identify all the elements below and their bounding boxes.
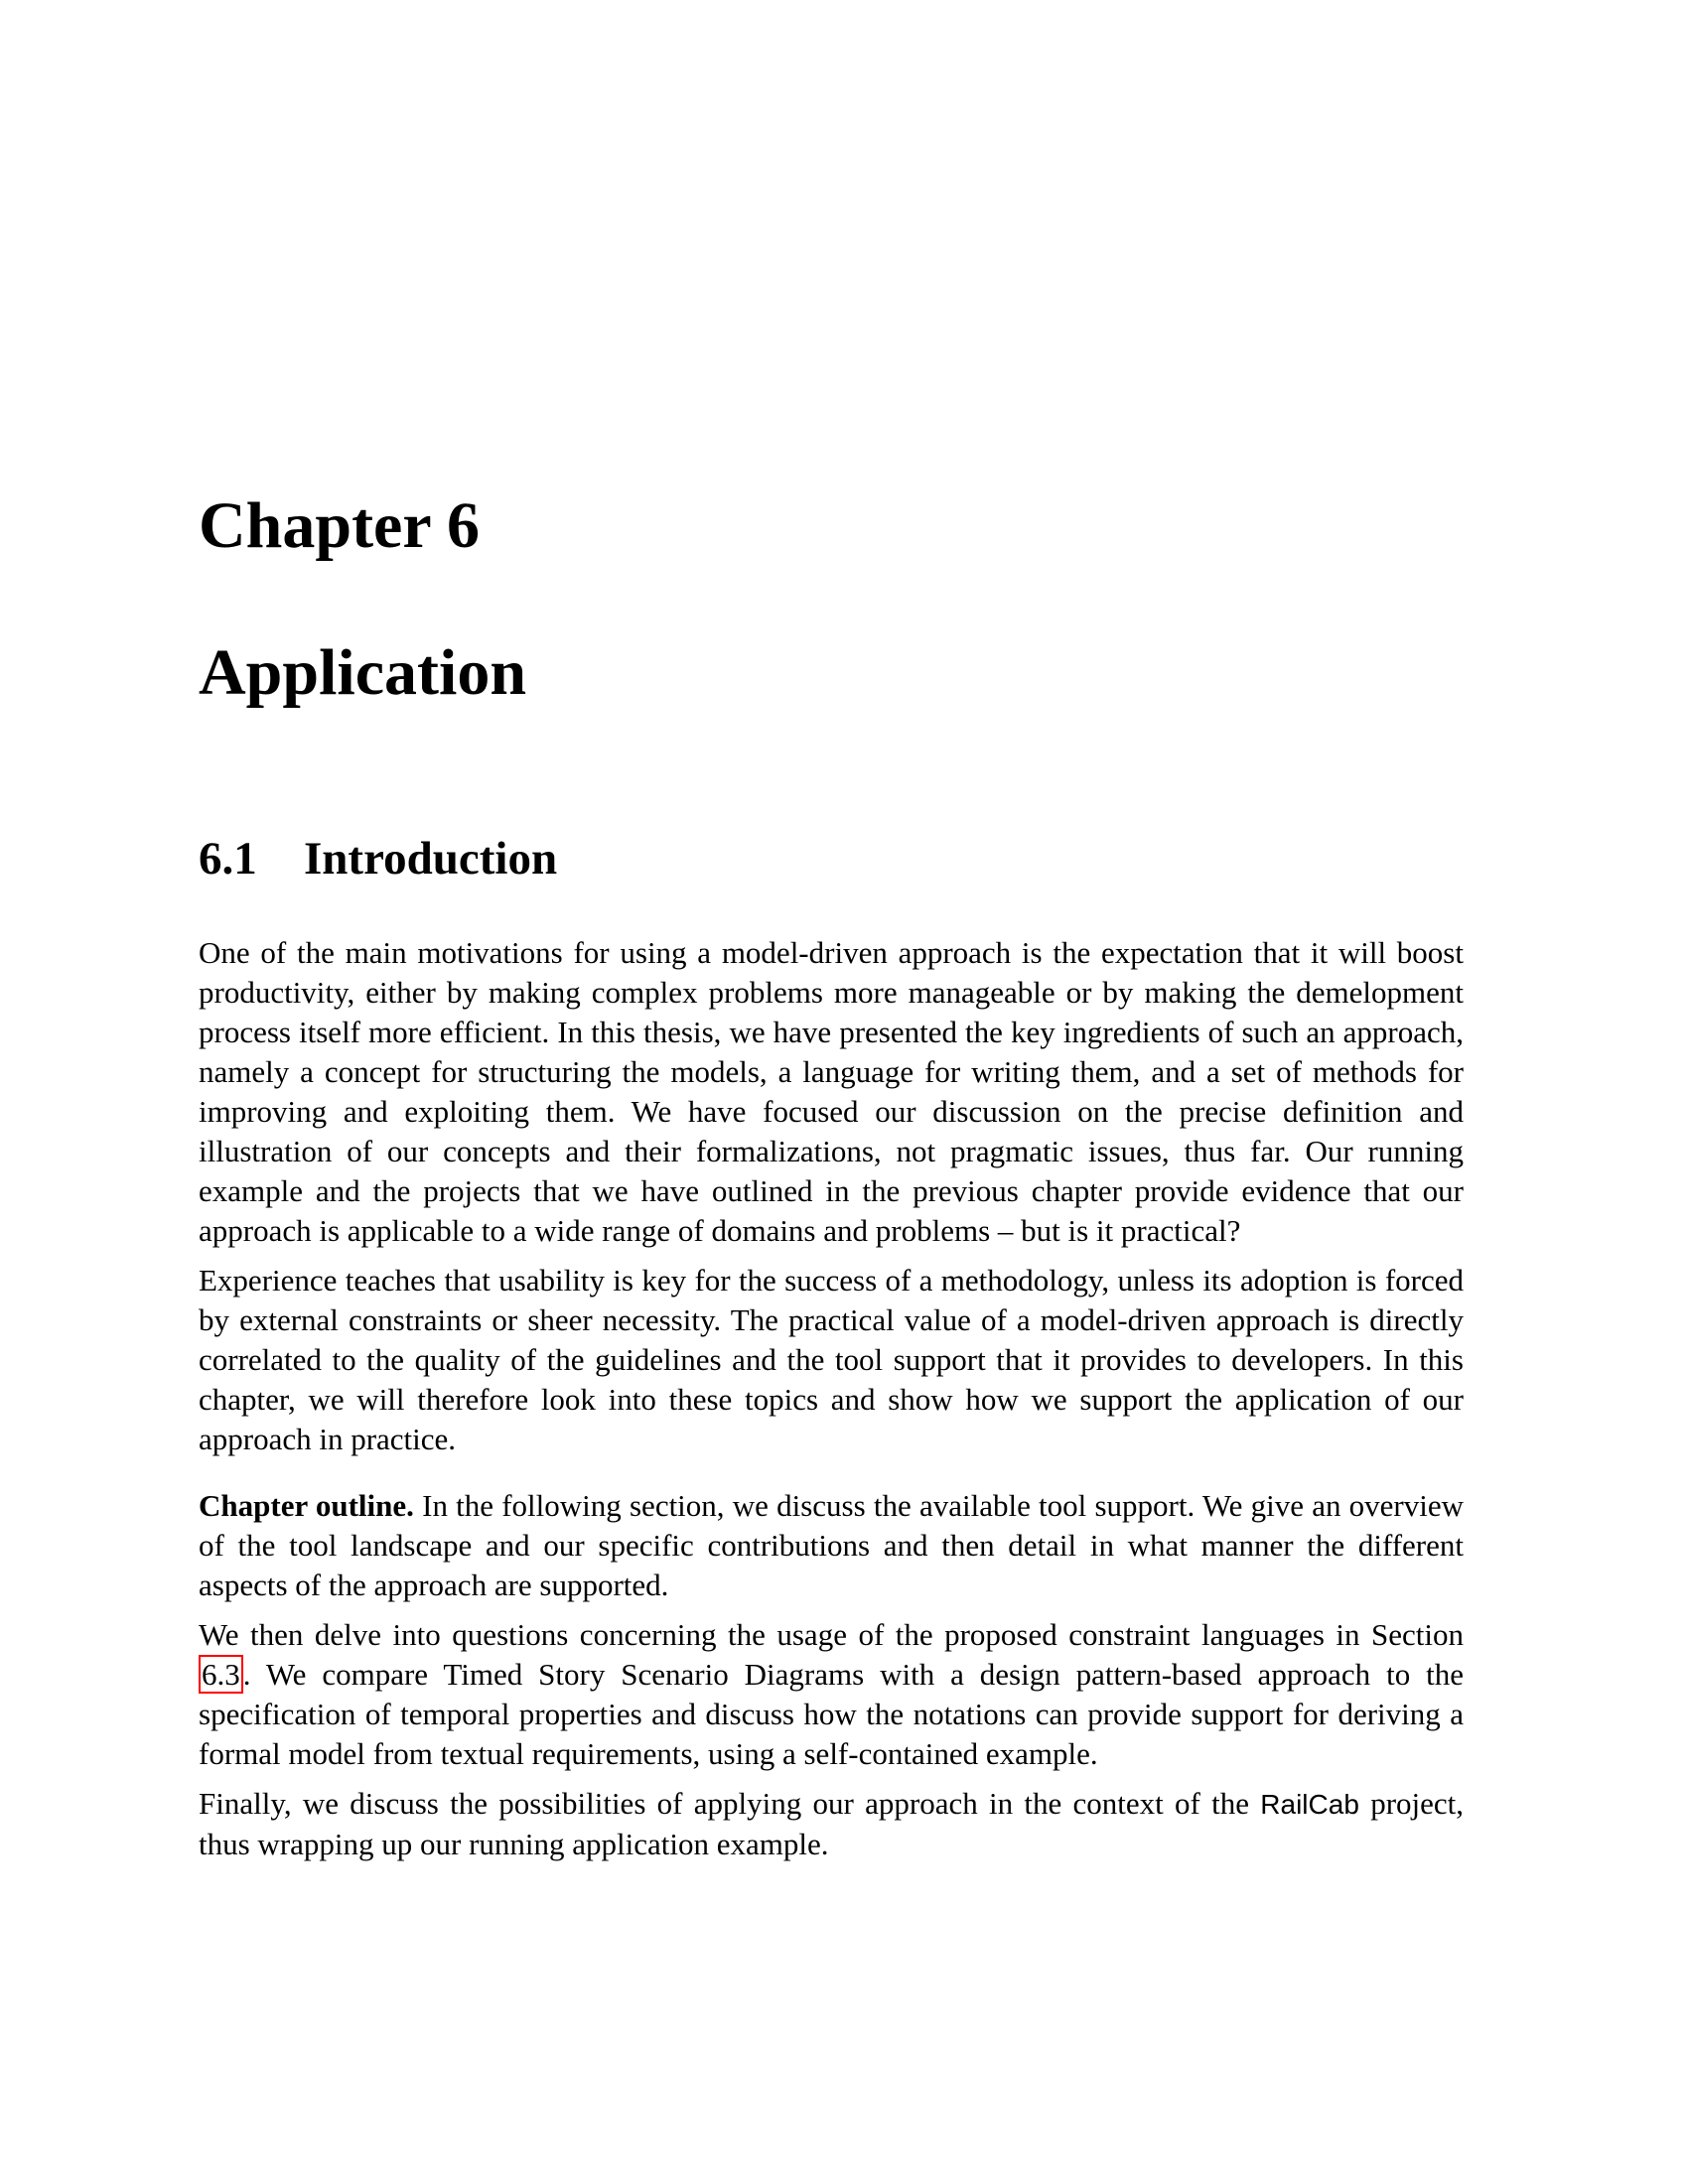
paragraph-usability: Experience teaches that usability is key for the success of a methodology, unless its adoption is forced by external constraints or sheer necessity. The practical value of a model-driven approach is directly correlated to the quality of the guidelines and the tool support that it provides to developers. In this chapter, we will therefore look into these topics and show how we support the application of our approach in practice. bbox=[199, 1263, 1464, 1456]
paragraph-chapter-outline bbox=[199, 1486, 1464, 1605]
railcab-project-name: RailCab bbox=[1260, 1789, 1359, 1820]
constraint-text-after: . We compare Timed Story Scenario Diagrams with a design pattern-based approach to the specification of temporal properties and discuss how the notations can provide support for deriving a formal model from textual requirements, using a self-contained example. bbox=[199, 1657, 1464, 1771]
railcab-text-before: Finally, we discuss the possibilities of applying our approach in the context of the bbox=[199, 1786, 1250, 1821]
paragraph-constraint-languages bbox=[199, 1615, 1464, 1774]
section-title: Introduction bbox=[304, 833, 558, 885]
section-number: 6.1 bbox=[199, 833, 257, 885]
section-heading bbox=[199, 833, 558, 885]
chapter-outline-text: In the following section, we discuss the available tool support. We give an overview of the tool landscape and our specific contributions and then detail in what manner the different aspects of the approach are supported. bbox=[199, 1488, 1465, 1602]
railcab-text-after: project, thus wrapping up our running application example. bbox=[199, 1786, 1465, 1861]
chapter-label: Chapter 6 bbox=[199, 489, 480, 562]
chapter-title: Application bbox=[199, 636, 527, 709]
paragraph-railcab bbox=[199, 1784, 1464, 1864]
paragraph-motivation: One of the main motivations for using a model-driven approach is the expectation that it will boost productivity, either by making complex problems more manageable or by making the demelopment process itself more efficient. In this thesis, we have presented the key ingredients of such an approach, namely a concept for structuring the models, a language for writing them, and a set of methods for improving and exploiting them. We have focused our discussion on the precise definition and illustration of our concepts and their formalizations, not pragmatic issues, thus far. Our running example and the projects that we have outlined in the previous chapter provide evidence that our approach is applicable to a wide range of domains and problems – but is it practical? bbox=[199, 935, 1464, 1248]
constraint-text-before: We then delve into questions concerning the usage of the proposed constraint languages in Section bbox=[199, 1617, 1464, 1652]
section-ref-link[interactable]: 6.3 bbox=[199, 1655, 243, 1694]
chapter-outline-lead: Chapter outline. bbox=[199, 1488, 414, 1523]
body-text bbox=[199, 933, 1464, 1864]
